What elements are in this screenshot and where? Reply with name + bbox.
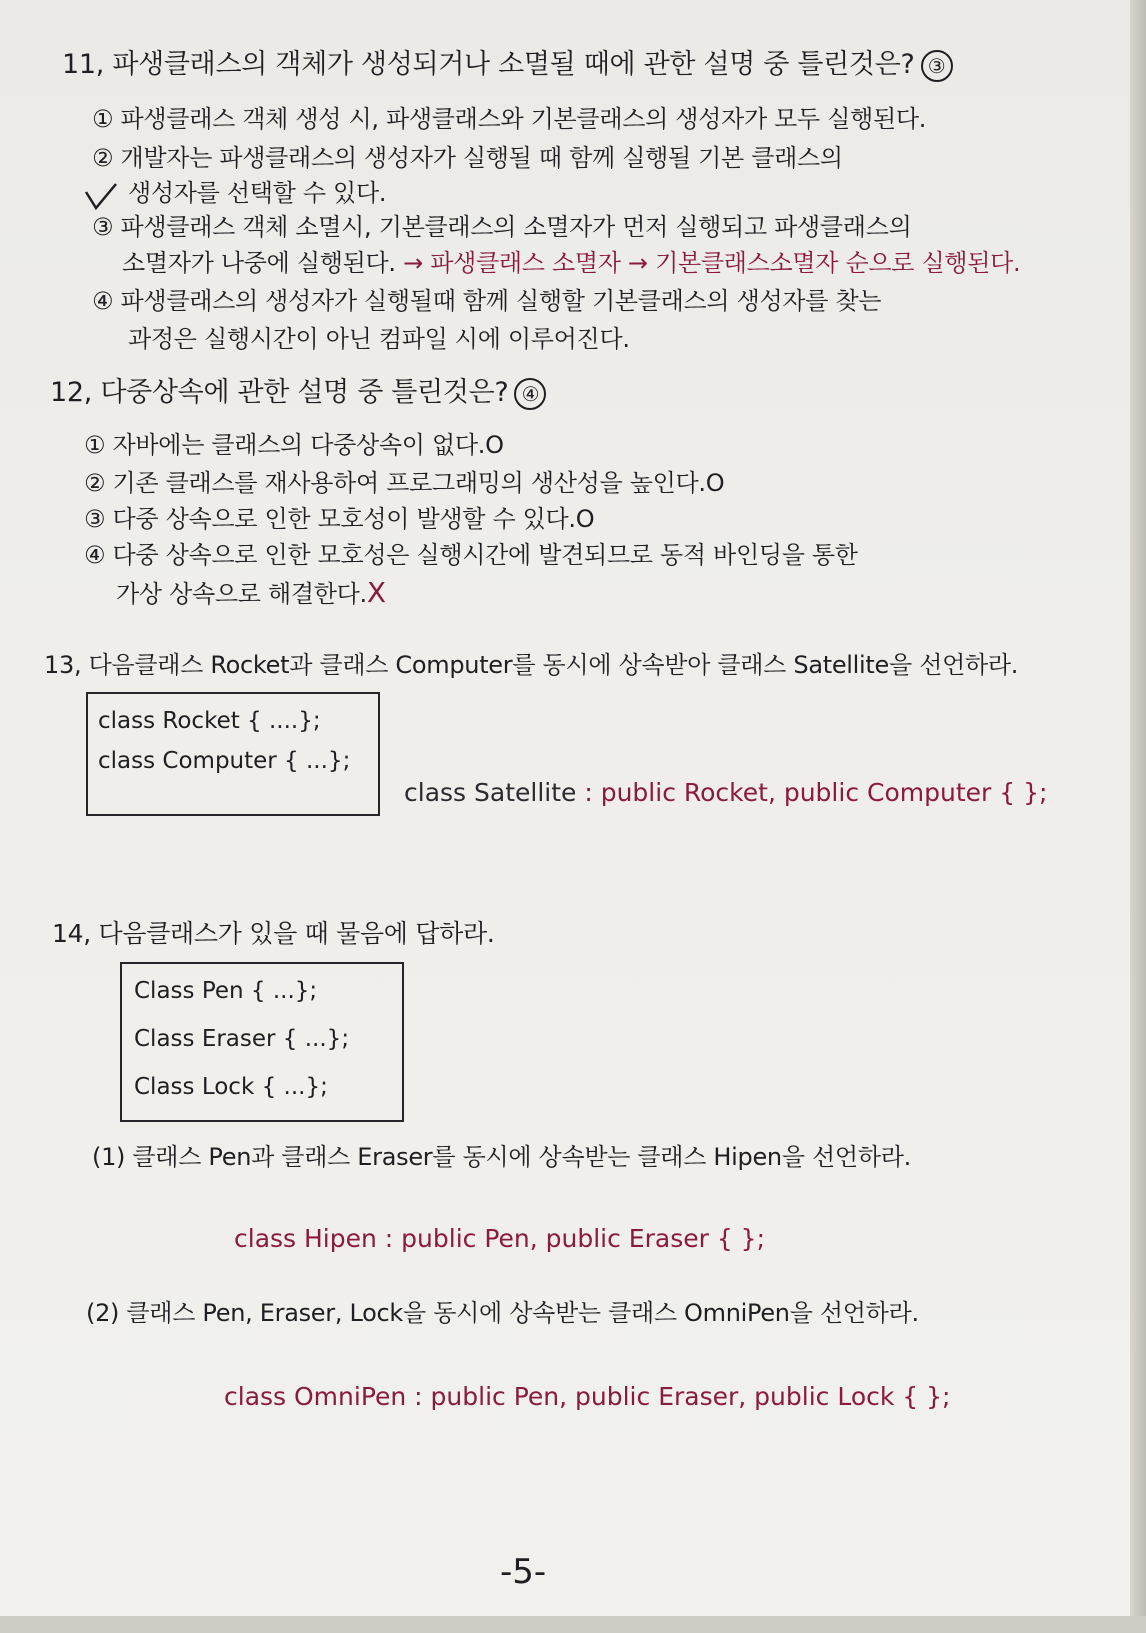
- q11-option-1: ① 파생클래스 객체 생성 시, 파생클래스와 기본클래스의 생성자가 모두 실행된다.: [92, 105, 927, 133]
- q13-answer-rest: : public Rocket, public Computer { };: [576, 778, 1048, 807]
- q14-code-line-1: Class Pen { ...};: [134, 978, 318, 1004]
- q12-option-3-mark: O: [575, 505, 595, 533]
- q14-title: 14, 다음클래스가 있을 때 물음에 답하라.: [52, 919, 495, 948]
- q12-option-4a: ④ 다중 상속으로 인한 모호성은 실행시간에 발견되므로 동적 바인딩을 통한: [84, 541, 858, 569]
- q12-option-3-text: ③ 다중 상속으로 인한 모호성이 발생할 수 있다.: [84, 505, 576, 533]
- q13-code-line-1: class Rocket { ....};: [98, 708, 321, 734]
- q14-sub1-answer: class Hipen : public Pen, public Eraser { };: [234, 1224, 766, 1253]
- q14-code-line-3: Class Lock { ...};: [134, 1074, 328, 1100]
- page-number: -5-: [500, 1552, 547, 1592]
- paper-bottom-edge: [0, 1616, 1146, 1633]
- q12-title-text: 12, 다중상속에 관한 설명 중 틀린것은?: [50, 377, 509, 408]
- q14-sub2-question: (2) 클래스 Pen, Eraser, Lock을 동시에 상속받는 클래스 OmniPen을 선언하라.: [86, 1299, 919, 1327]
- q11-option-3a: ③ 파생클래스 객체 소멸시, 기본클래스의 소멸자가 먼저 실행되고 파생클래스의: [92, 213, 912, 241]
- q11-option-4a: ④ 파생클래스의 생성자가 실행될때 함께 실행할 기본클래스의 생성자를 찾는: [92, 287, 882, 315]
- q12-option-3: [84, 506, 594, 532]
- paper-edge: [1130, 0, 1146, 1633]
- q11-title-text: 11, 파생클래스의 객체가 생성되거나 소멸될 때에 관한 설명 중 틀린것은?: [62, 49, 915, 80]
- q12-option-4b-text: 가상 상속으로 해결한다.: [116, 580, 367, 608]
- q11-option-3b-text: 소멸자가 나중에 실행된다.: [122, 249, 396, 277]
- q11-option-3-correction: → 파생클래스 소멸자 → 기본클래스소멸자 순으로 실행된다.: [403, 249, 1021, 277]
- q12-option-4-mark: X: [366, 576, 386, 609]
- q14-sub1-question: (1) 클래스 Pen과 클래스 Eraser를 동시에 상속받는 클래스 Hipen을 선언하라.: [92, 1143, 911, 1171]
- q12-option-2-mark: O: [705, 469, 725, 497]
- q12-option-2: [84, 470, 724, 496]
- q12-option-1-text: ① 자바에는 클래스의 다중상속이 없다.: [84, 431, 486, 459]
- q14-code-line-2: Class Eraser { ...};: [134, 1026, 350, 1052]
- q11-option-3b: [122, 250, 1020, 276]
- q13-code-line-2: class Computer { ...};: [98, 748, 351, 774]
- q13-answer-prefix: class Satellite: [404, 778, 577, 807]
- check-mark-icon: [84, 182, 118, 212]
- q12-option-2-text: ② 기존 클래스를 재사용하여 프로그래밍의 생산성을 높인다.: [84, 469, 706, 497]
- q12-answer-mark: ④: [514, 378, 546, 410]
- q11-title: [62, 50, 953, 82]
- q12-option-1-mark: O: [485, 431, 504, 459]
- q12-option-4b: [116, 578, 386, 609]
- q13-answer: [404, 778, 1047, 807]
- q11-answer-mark: ③: [921, 50, 953, 82]
- q11-option-2b: 생성자를 선택할 수 있다.: [128, 179, 387, 207]
- q11-option-2a: ② 개발자는 파생클래스의 생성자가 실행될 때 함께 실행될 기본 클래스의: [92, 144, 843, 172]
- q14-sub2-answer: class OmniPen : public Pen, public Eraser, public Lock { };: [224, 1382, 951, 1411]
- q11-option-4b: 과정은 실행시간이 아닌 컴파일 시에 이루어진다.: [128, 325, 630, 353]
- q13-title: 13, 다음클래스 Rocket과 클래스 Computer를 동시에 상속받아 클래스 Satellite을 선언하라.: [44, 651, 1019, 679]
- q12-option-1: [84, 432, 504, 458]
- q12-title: [50, 378, 546, 410]
